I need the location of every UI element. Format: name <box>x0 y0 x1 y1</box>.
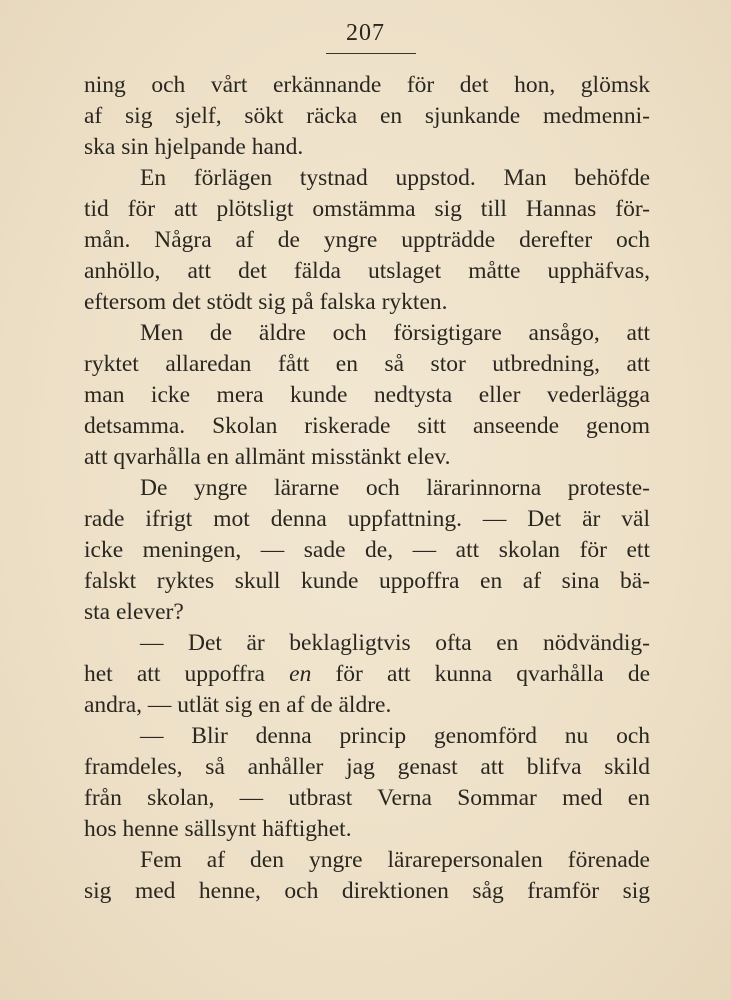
emphasized-word: en <box>289 661 312 687</box>
text-line: tid för att plötsligt omstämma sig till Hannas för- <box>84 196 650 222</box>
text-line: ning och vårt erkännande för det hon, glömsk <box>84 72 650 98</box>
text-line: eftersom det stödt sig på falska rykten. <box>84 289 448 315</box>
text-line: sta elever? <box>84 599 184 625</box>
text-line: framdeles, så anhåller jag genast att blifva skild <box>84 754 650 780</box>
text-line: ryktet allaredan fått en så stor utbredning, att <box>84 351 650 377</box>
text-line: — Det är beklagligtvis ofta en nödvändig- <box>140 630 650 656</box>
text-line: af sig sjelf, sökt räcka en sjunkande medmenni- <box>84 103 650 129</box>
body-text <box>84 70 650 907</box>
text-line: från skolan, — utbrast Verna Sommar med en <box>84 785 650 811</box>
text-line: att qvarhålla en allmänt misstänkt elev. <box>84 444 451 470</box>
page-number-rule <box>326 53 416 54</box>
text-line: — Blir denna princip genomförd nu och <box>140 723 650 749</box>
text-line: man icke mera kunde nedtysta eller vederlägga <box>84 382 650 408</box>
text-segment: för att kunna qvarhålla de <box>311 661 650 687</box>
text-line: hos henne sällsynt häftighet. <box>84 816 352 842</box>
text-line-with-emphasis <box>84 659 650 690</box>
text-line: detsamma. Skolan riskerade sitt anseende genom <box>84 413 650 439</box>
text-line: Fem af den yngre lärarepersonalen förenade <box>140 847 650 873</box>
text-line: andra, — utlät sig en af de äldre. <box>84 692 392 718</box>
text-line: falskt ryktes skull kunde uppoffra en af sina bä- <box>84 568 650 594</box>
text-line: rade ifrigt mot denna uppfattning. — Det är väl <box>84 506 650 532</box>
text-segment: het att uppoffra <box>84 661 290 687</box>
text-line: sig med henne, och direktionen såg framför sig <box>84 878 650 904</box>
text-line: De yngre lärarne och lärarinnorna proteste- <box>140 475 650 501</box>
text-line: ska sin hjelpande hand. <box>84 134 304 160</box>
text-line: Men de äldre och försigtigare ansågo, att <box>140 320 650 346</box>
text-line: mån. Några af de yngre uppträdde derefter och <box>84 227 650 253</box>
page-number: 207 <box>346 20 385 46</box>
text-line: anhöllo, att det fälda utslaget måtte upphäfvas, <box>84 258 650 284</box>
text-line: icke meningen, — sade de, — att skolan för ett <box>84 537 650 563</box>
text-line: En förlägen tystnad uppstod. Man behöfde <box>140 165 650 191</box>
